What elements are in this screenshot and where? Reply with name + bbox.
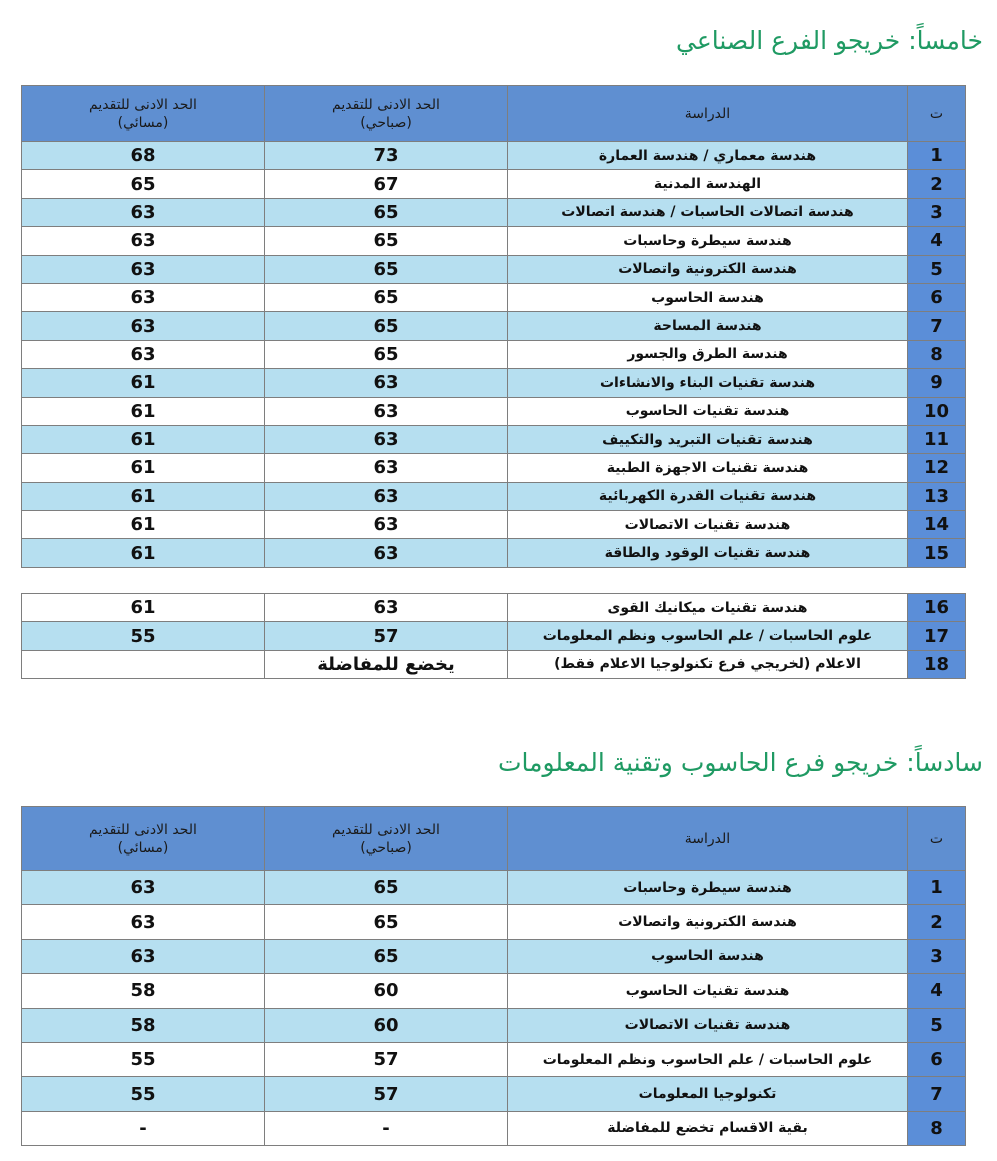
header-morning bbox=[265, 807, 508, 871]
row-study: هندسة الكترونية واتصالات bbox=[508, 255, 908, 283]
row-study: هندسة تقنيات البناء والانشاءات bbox=[508, 369, 908, 397]
row-morning-min: 65 bbox=[265, 939, 508, 973]
row-number: 8 bbox=[908, 1111, 966, 1145]
row-number: 9 bbox=[908, 369, 966, 397]
row-morning-min: 60 bbox=[265, 974, 508, 1008]
table-row bbox=[22, 425, 966, 453]
header-evening-line1: الحد الادنى للتقديم bbox=[89, 821, 197, 838]
row-evening-min: 63 bbox=[22, 871, 265, 905]
table-row bbox=[22, 622, 966, 650]
row-morning-min: يخضع للمفاضلة bbox=[265, 650, 508, 678]
row-study: هندسة اتصالات الحاسبات / هندسة اتصالات bbox=[508, 198, 908, 226]
row-evening-min: 61 bbox=[22, 511, 265, 539]
row-evening-min: 63 bbox=[22, 905, 265, 939]
table-row bbox=[22, 142, 966, 170]
header-evening bbox=[22, 86, 265, 142]
row-study: هندسة سيطرة وحاسبات bbox=[508, 227, 908, 255]
row-study: بقية الاقسام تخضع للمفاضلة bbox=[508, 1111, 908, 1145]
table-row bbox=[22, 227, 966, 255]
row-study: هندسة تقنيات القدرة الكهربائية bbox=[508, 482, 908, 510]
table-header-row bbox=[22, 86, 966, 142]
row-morning-min: - bbox=[265, 1111, 508, 1145]
row-number: 16 bbox=[908, 594, 966, 622]
row-study: الاعلام (لخريجي فرع تكنولوجيا الاعلام فقط) bbox=[508, 650, 908, 678]
row-morning-min: 57 bbox=[265, 622, 508, 650]
row-study: هندسة سيطرة وحاسبات bbox=[508, 871, 908, 905]
row-evening-min: 55 bbox=[22, 622, 265, 650]
table-row bbox=[22, 1042, 966, 1076]
row-morning-min: 65 bbox=[265, 198, 508, 226]
header-morning bbox=[265, 86, 508, 142]
row-evening-min: 63 bbox=[22, 198, 265, 226]
table-row bbox=[22, 1008, 966, 1042]
table-row bbox=[22, 650, 966, 678]
header-morning-line1: الحد الادنى للتقديم bbox=[332, 96, 440, 113]
header-morning-line2: (صباحي) bbox=[360, 114, 412, 131]
row-number: 8 bbox=[908, 340, 966, 368]
row-study: هندسة الطرق والجسور bbox=[508, 340, 908, 368]
row-study: هندسة الحاسوب bbox=[508, 939, 908, 973]
row-number: 14 bbox=[908, 511, 966, 539]
header-no: ت bbox=[908, 86, 966, 142]
header-study: الدراسة bbox=[508, 86, 908, 142]
computer-branch-table bbox=[21, 806, 966, 1146]
row-number: 5 bbox=[908, 1008, 966, 1042]
row-evening-min: 55 bbox=[22, 1042, 265, 1076]
row-number: 18 bbox=[908, 650, 966, 678]
row-morning-min: 63 bbox=[265, 425, 508, 453]
row-evening-min: 63 bbox=[22, 939, 265, 973]
row-number: 2 bbox=[908, 170, 966, 198]
table-row bbox=[22, 397, 966, 425]
table-row bbox=[22, 974, 966, 1008]
row-study: هندسة تقنيات الوقود والطاقة bbox=[508, 539, 908, 567]
row-evening-min: - bbox=[22, 1111, 265, 1145]
table-row bbox=[22, 905, 966, 939]
row-evening-min: 58 bbox=[22, 1008, 265, 1042]
row-evening-min: 61 bbox=[22, 594, 265, 622]
row-number: 10 bbox=[908, 397, 966, 425]
row-study: هندسة المساحة bbox=[508, 312, 908, 340]
row-morning-min: 57 bbox=[265, 1042, 508, 1076]
row-study: علوم الحاسبات / علم الحاسوب ونظم المعلومات bbox=[508, 1042, 908, 1076]
table-row bbox=[22, 1111, 966, 1145]
row-morning-min: 73 bbox=[265, 142, 508, 170]
row-number: 17 bbox=[908, 622, 966, 650]
row-morning-min: 65 bbox=[265, 871, 508, 905]
row-morning-min: 65 bbox=[265, 312, 508, 340]
row-study: هندسة تقنيات الحاسوب bbox=[508, 974, 908, 1008]
row-evening-min: 61 bbox=[22, 539, 265, 567]
header-morning-line2: (صباحي) bbox=[360, 839, 412, 856]
table-row bbox=[22, 511, 966, 539]
row-study: هندسة الكترونية واتصالات bbox=[508, 905, 908, 939]
row-study: هندسة تقنيات الحاسوب bbox=[508, 397, 908, 425]
row-number: 1 bbox=[908, 871, 966, 905]
row-evening-min: 55 bbox=[22, 1077, 265, 1111]
row-number: 15 bbox=[908, 539, 966, 567]
row-number: 3 bbox=[908, 198, 966, 226]
table-row bbox=[22, 170, 966, 198]
row-morning-min: 63 bbox=[265, 369, 508, 397]
row-number: 5 bbox=[908, 255, 966, 283]
header-evening-line1: الحد الادنى للتقديم bbox=[89, 96, 197, 113]
row-morning-min: 65 bbox=[265, 283, 508, 311]
header-study: الدراسة bbox=[508, 807, 908, 871]
row-evening-min: 63 bbox=[22, 340, 265, 368]
row-number: 4 bbox=[908, 227, 966, 255]
table-row bbox=[22, 539, 966, 567]
row-evening-min: 58 bbox=[22, 974, 265, 1008]
row-morning-min: 63 bbox=[265, 397, 508, 425]
row-evening-min: 63 bbox=[22, 227, 265, 255]
row-evening-min: 61 bbox=[22, 482, 265, 510]
row-evening-min bbox=[22, 650, 265, 678]
table-row bbox=[22, 454, 966, 482]
table-row bbox=[22, 871, 966, 905]
industrial-branch-extra-table bbox=[21, 593, 966, 679]
row-number: 7 bbox=[908, 312, 966, 340]
row-number: 11 bbox=[908, 425, 966, 453]
table-row bbox=[22, 198, 966, 226]
row-study: الهندسة المدنية bbox=[508, 170, 908, 198]
row-number: 6 bbox=[908, 283, 966, 311]
row-number: 2 bbox=[908, 905, 966, 939]
row-evening-min: 63 bbox=[22, 283, 265, 311]
row-number: 12 bbox=[908, 454, 966, 482]
row-evening-min: 61 bbox=[22, 425, 265, 453]
row-morning-min: 63 bbox=[265, 482, 508, 510]
row-evening-min: 65 bbox=[22, 170, 265, 198]
row-study: هندسة تقنيات التبريد والتكييف bbox=[508, 425, 908, 453]
row-morning-min: 65 bbox=[265, 227, 508, 255]
table-row bbox=[22, 594, 966, 622]
table-row bbox=[22, 482, 966, 510]
row-study: هندسة الحاسوب bbox=[508, 283, 908, 311]
row-study: هندسة تقنيات الاتصالات bbox=[508, 1008, 908, 1042]
table-row bbox=[22, 939, 966, 973]
row-evening-min: 61 bbox=[22, 454, 265, 482]
row-morning-min: 65 bbox=[265, 340, 508, 368]
header-no: ت bbox=[908, 807, 966, 871]
row-morning-min: 63 bbox=[265, 454, 508, 482]
row-morning-min: 63 bbox=[265, 594, 508, 622]
row-number: 1 bbox=[908, 142, 966, 170]
table-row bbox=[22, 369, 966, 397]
row-study: علوم الحاسبات / علم الحاسوب ونظم المعلومات bbox=[508, 622, 908, 650]
row-number: 7 bbox=[908, 1077, 966, 1111]
row-morning-min: 67 bbox=[265, 170, 508, 198]
table-row bbox=[22, 255, 966, 283]
header-evening bbox=[22, 807, 265, 871]
row-study: هندسة معماري / هندسة العمارة bbox=[508, 142, 908, 170]
row-evening-min: 63 bbox=[22, 255, 265, 283]
row-evening-min: 68 bbox=[22, 142, 265, 170]
table-row bbox=[22, 283, 966, 311]
row-study: تكنولوجيا المعلومات bbox=[508, 1077, 908, 1111]
header-morning-line1: الحد الادنى للتقديم bbox=[332, 821, 440, 838]
row-morning-min: 63 bbox=[265, 511, 508, 539]
row-study: هندسة تقنيات ميكانيك القوى bbox=[508, 594, 908, 622]
row-study: هندسة تقنيات الاجهزة الطبية bbox=[508, 454, 908, 482]
row-number: 6 bbox=[908, 1042, 966, 1076]
row-evening-min: 61 bbox=[22, 397, 265, 425]
header-evening-line2: (مسائي) bbox=[117, 114, 169, 131]
row-morning-min: 60 bbox=[265, 1008, 508, 1042]
row-morning-min: 63 bbox=[265, 539, 508, 567]
row-morning-min: 65 bbox=[265, 905, 508, 939]
row-number: 13 bbox=[908, 482, 966, 510]
table-row bbox=[22, 1077, 966, 1111]
table-row bbox=[22, 312, 966, 340]
row-study: هندسة تقنيات الاتصالات bbox=[508, 511, 908, 539]
row-number: 3 bbox=[908, 939, 966, 973]
table-header-row bbox=[22, 807, 966, 871]
section-5-title: خامساً: خريجو الفرع الصناعي bbox=[676, 26, 983, 55]
row-evening-min: 63 bbox=[22, 312, 265, 340]
table-row bbox=[22, 340, 966, 368]
industrial-branch-table bbox=[21, 85, 966, 568]
row-evening-min: 61 bbox=[22, 369, 265, 397]
row-morning-min: 57 bbox=[265, 1077, 508, 1111]
row-number: 4 bbox=[908, 974, 966, 1008]
row-morning-min: 65 bbox=[265, 255, 508, 283]
header-evening-line2: (مسائي) bbox=[117, 839, 169, 856]
section-6-title: سادساً: خريجو فرع الحاسوب وتقنية المعلومات bbox=[497, 748, 983, 777]
